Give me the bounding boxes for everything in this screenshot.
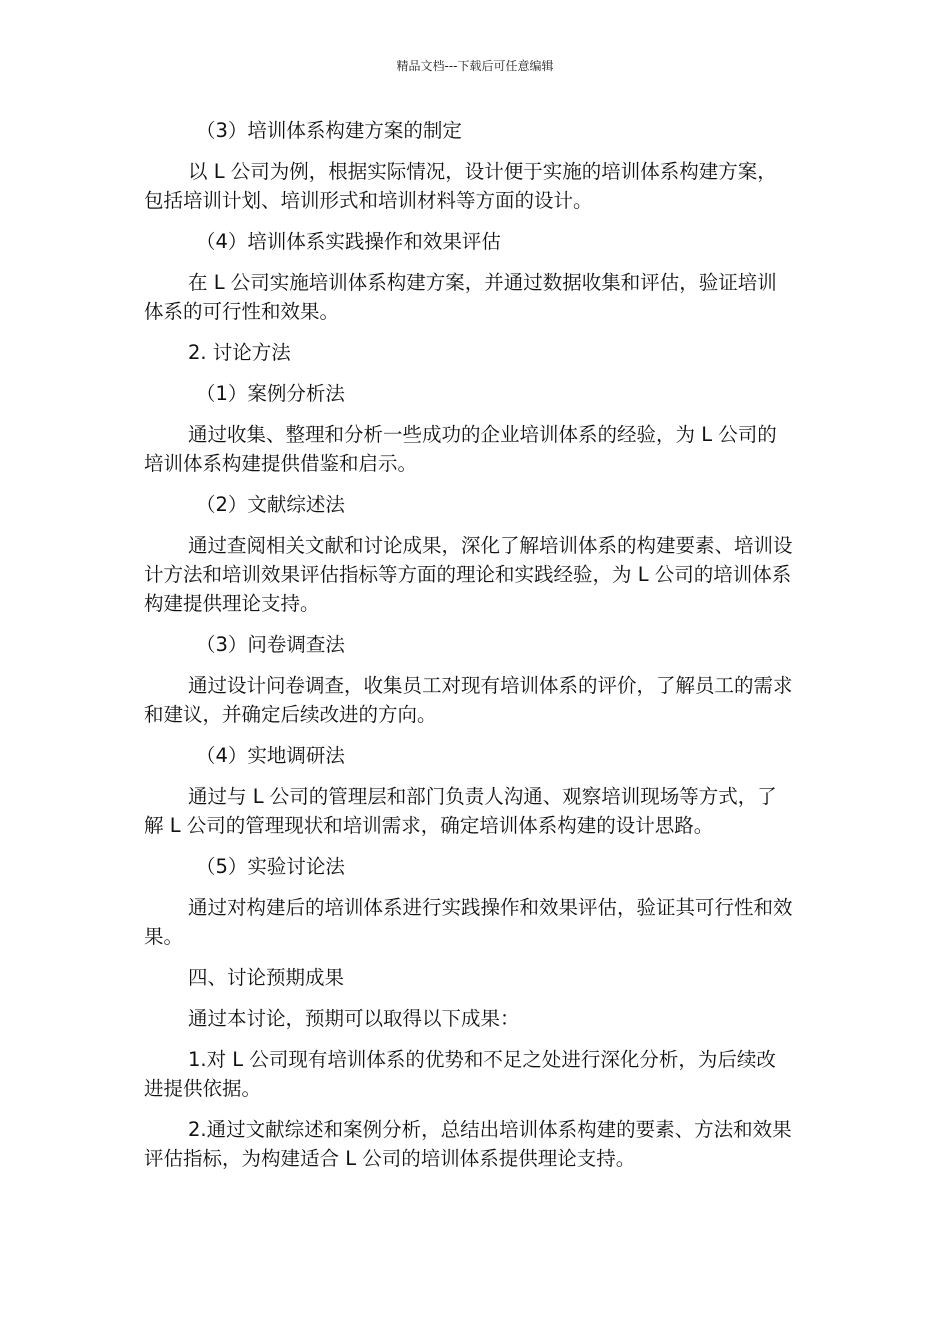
paragraph-expected-1: 1.对 L 公司现有培训体系的优势和不足之处进行深化分析，为后续改进提供依据。 (144, 1048, 776, 1100)
paragraph-literature-review: 通过查阅相关文献和讨论成果，深化了解培训体系的构建要素、培训设计方法和培训效果评估指标等方面的理论和实践经验，为 L 公司的培训体系构建提供理论支持。 (144, 534, 793, 615)
page-header: 精品文档---下载后可任意编辑 (396, 59, 554, 73)
method-heading-questionnaire: （3）问卷调查法 (196, 633, 345, 656)
paragraph-plan: 以 L 公司为例，根据实际情况，设计便于实施的培训体系构建方案，包括培训计划、培训形式和培训材料等方面的设计。 (144, 160, 777, 212)
paragraph-experiment: 通过对构建后的培训体系进行实践操作和效果评估，验证其可行性和效果。 (144, 896, 793, 948)
paragraph-case-analysis: 通过收集、整理和分析一些成功的企业培训体系的经验，为 L 公司的培训体系构建提供借鉴和启示。 (144, 423, 777, 475)
paragraph-questionnaire: 通过设计问卷调查，收集员工对现有培训体系的评价，了解员工的需求和建议，并确定后续改进的方向。 (144, 674, 793, 726)
document-body (144, 116, 794, 1173)
section-heading-3-plan: （3）培训体系构建方案的制定 (196, 119, 462, 142)
section-heading-methods: 2. 讨论方法 (188, 341, 291, 364)
method-heading-field-research: （4）实地调研法 (196, 744, 345, 767)
method-heading-literature-review: （2）文献综述法 (196, 493, 345, 516)
method-heading-case-analysis: （1）案例分析法 (196, 382, 345, 405)
paragraph-expected-2: 2.通过文献综述和案例分析，总结出培训体系构建的要素、方法和效果评估指标，为构建适合 L 公司的培训体系提供理论支持。 (144, 1118, 792, 1170)
section-heading-expected-results: 四、讨论预期成果 (188, 966, 345, 989)
section-heading-4-practice: （4）培训体系实践操作和效果评估 (196, 230, 501, 253)
paragraph-field-research: 通过与 L 公司的管理层和部门负责人沟通、观察培训现场等方式，了解 L 公司的管理现状和培训需求，确定培训体系构建的设计思路。 (144, 785, 777, 837)
paragraph-expected-intro: 通过本讨论，预期可以取得以下成果： (188, 1007, 520, 1030)
method-heading-experiment: （5）实验讨论法 (196, 855, 345, 878)
paragraph-practice: 在 L 公司实施培训体系构建方案，并通过数据收集和评估，验证培训体系的可行性和效果。 (144, 271, 777, 323)
